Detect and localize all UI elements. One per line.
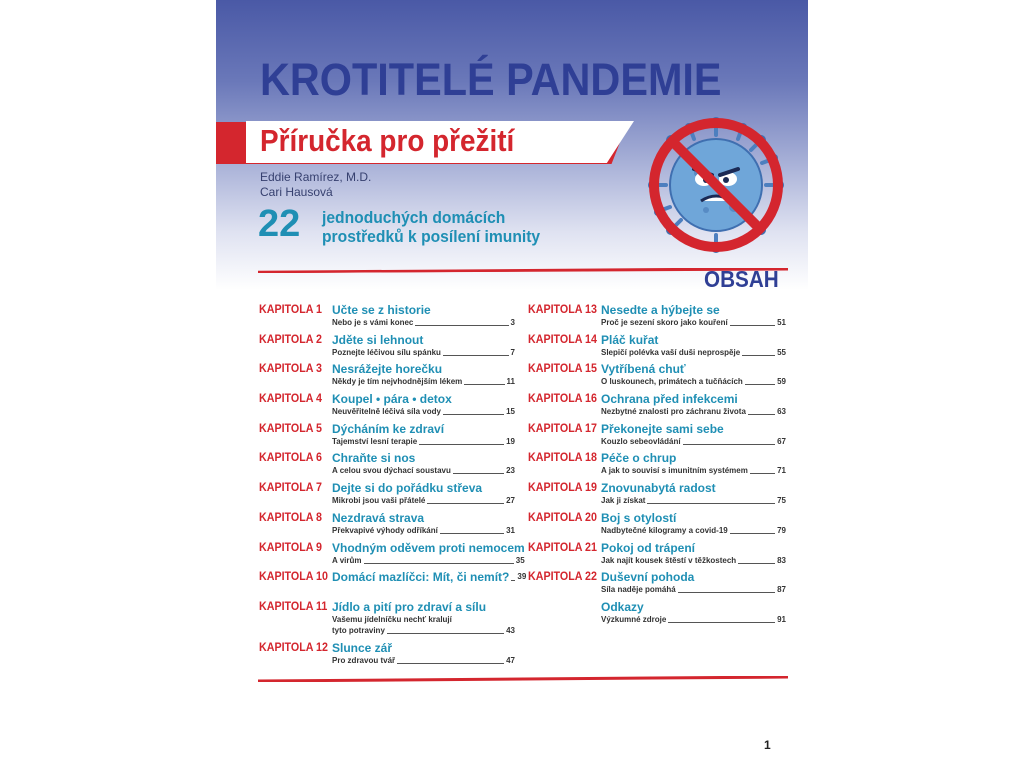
toc-entry xyxy=(259,511,515,541)
toc-entry xyxy=(259,570,527,600)
toc-entry xyxy=(528,303,786,333)
toc-entry xyxy=(259,422,515,452)
toc-entry xyxy=(528,333,786,363)
remedy-count: 22 xyxy=(258,203,301,245)
chapter-subtitle-row xyxy=(601,495,786,506)
chapter-subtitle: A virům xyxy=(332,555,362,565)
chapter-number: KAPITOLA 9 xyxy=(259,541,322,554)
chapter-title: Nesrážejte horečku xyxy=(332,362,443,377)
chapter-subtitle-row xyxy=(332,436,515,447)
chapter-number: KAPITOLA 3 xyxy=(259,363,322,376)
page-ref: 23 xyxy=(506,466,515,476)
chapter-subtitle: tyto potraviny xyxy=(332,625,385,635)
chapter-number: KAPITOLA 7 xyxy=(259,482,322,495)
toc-entry xyxy=(259,641,515,671)
leader-line xyxy=(443,414,504,415)
chapter-body xyxy=(601,481,786,511)
chapter-number: KAPITOLA 22 xyxy=(528,571,597,584)
leader-line xyxy=(745,384,775,385)
leader-line xyxy=(364,563,514,564)
chapter-number: KAPITOLA 1 xyxy=(259,304,322,316)
page-ref: 91 xyxy=(777,614,786,624)
leader-line xyxy=(415,325,508,326)
chapter-title: Ochrana před infekcemi xyxy=(601,392,738,407)
chapter-number: KAPITOLA 15 xyxy=(528,363,597,376)
toc-entry xyxy=(528,570,786,600)
chapter-title: Znovunabytá radost xyxy=(601,481,716,496)
chapter-subtitle: Pro zdravou tvář xyxy=(332,655,396,665)
page-ref: 15 xyxy=(506,407,515,417)
toc-entry xyxy=(259,333,515,363)
chapter-number: KAPITOLA 19 xyxy=(528,482,597,495)
leader-line xyxy=(647,503,775,504)
chapter-title xyxy=(332,570,526,584)
page-ref: 87 xyxy=(777,585,786,595)
chapter-subtitle-row xyxy=(601,584,786,595)
chapter-subtitle: Tajemství lesní terapie xyxy=(332,436,418,446)
page-ref: 43 xyxy=(506,625,515,635)
chapter-title: Překonejte sami sebe xyxy=(601,421,724,436)
chapter-title: Učte se z historie xyxy=(332,303,431,317)
chapter-number: KAPITOLA 12 xyxy=(259,641,328,654)
chapter-body xyxy=(601,600,786,630)
chapter-subtitle-row xyxy=(332,376,515,387)
chapter-body xyxy=(332,422,515,452)
chapter-subtitle: Proč je sezení skoro jako kouření xyxy=(601,318,728,327)
leader-line xyxy=(443,355,509,356)
chapter-number: KAPITOLA 10 xyxy=(259,571,328,584)
chapter-body xyxy=(601,392,786,422)
leader-line xyxy=(730,325,775,326)
chapter-title: Pokoj od trápení xyxy=(601,540,696,555)
toc-entry xyxy=(528,451,786,481)
toc-heading: OBSAH xyxy=(704,266,779,292)
book-title: KROTITELÉ PANDEMIE xyxy=(260,54,722,105)
page-ref: 31 xyxy=(506,525,515,535)
page-ref: 3 xyxy=(510,318,515,327)
chapter-title: Koupel • pára • detox xyxy=(332,392,452,407)
chapter-subtitle-row xyxy=(601,525,786,536)
leader-line xyxy=(730,533,775,534)
chapter-subtitle: Překvapivé výhody odříkání xyxy=(332,525,438,535)
toc-entry xyxy=(528,511,786,541)
toc-entry xyxy=(259,540,525,571)
chapter-body xyxy=(601,333,786,363)
chapter-subtitle-row xyxy=(332,525,515,536)
authors xyxy=(260,170,371,200)
chapter-subtitle-row xyxy=(601,376,786,387)
chapter-body xyxy=(601,541,786,571)
toc-entry xyxy=(259,392,515,422)
chapter-title: Boj s otylostí xyxy=(601,510,677,525)
chapter-title: Slunce zář xyxy=(332,640,393,655)
page-ref: 35 xyxy=(515,555,525,565)
chapter-number: KAPITOLA 20 xyxy=(528,511,597,524)
chapter-body xyxy=(601,451,786,481)
chapter-title-text: Domácí mazlíčci: Mít, či nemít? xyxy=(332,570,510,585)
chapter-number: KAPITOLA 16 xyxy=(528,393,597,406)
tagline-line-1: jednoduchých domácích xyxy=(322,208,506,227)
chapter-subtitle-row xyxy=(332,347,515,358)
no-virus-icon xyxy=(646,115,786,255)
chapter-subtitle: Mikrobi jsou vaši přátelé xyxy=(332,496,426,506)
page-ref: 11 xyxy=(506,377,515,387)
chapter-number: KAPITOLA 4 xyxy=(259,393,322,406)
chapter-body xyxy=(332,451,515,481)
chapter-title: Nezdravá strava xyxy=(332,510,425,525)
chapter-title: Duševní pohoda xyxy=(601,570,695,585)
leader-line xyxy=(397,663,504,664)
leader-line xyxy=(511,580,515,581)
leader-line xyxy=(683,444,776,445)
chapter-body xyxy=(332,333,515,363)
leader-line xyxy=(750,473,775,474)
toc-entry xyxy=(528,481,786,511)
chapter-body xyxy=(332,541,525,571)
chapter-number: KAPITOLA 11 xyxy=(259,600,328,613)
chapter-subtitle: Nadbytečné kilogramy a covid-19 xyxy=(601,525,728,535)
chapter-subtitle: Nebo je s vámi konec xyxy=(332,318,414,327)
chapter-subtitle: Poznejte léčivou sílu spánku xyxy=(332,347,441,357)
chapter-body xyxy=(332,570,526,600)
author-2: Cari Hausová xyxy=(260,185,333,199)
chapter-number: KAPITOLA 17 xyxy=(528,422,597,435)
toc-right-column xyxy=(528,303,786,630)
chapter-subtitle: A celou svou dýchací soustavu xyxy=(332,466,451,476)
chapter-body xyxy=(332,481,515,511)
chapter-title: Jděte si lehnout xyxy=(332,332,424,347)
leader-line xyxy=(668,622,775,623)
page-ref: 55 xyxy=(777,347,786,357)
chapter-number: KAPITOLA 8 xyxy=(259,511,322,524)
chapter-subtitle-row xyxy=(601,436,786,447)
chapter-subtitle: A jak to souvisí s imunitním systémem xyxy=(601,466,748,476)
chapter-subtitle-row xyxy=(332,317,515,328)
chapter-subtitle: O luskounech, primátech a tučňácích xyxy=(601,377,743,387)
page-ref: 63 xyxy=(777,407,786,417)
page-number: 1 xyxy=(764,738,771,752)
toc-entry xyxy=(259,481,515,511)
chapter-subtitle-row xyxy=(601,555,786,566)
chapter-subtitle: Nezbytné znalosti pro záchranu života xyxy=(601,407,746,417)
chapter-subtitle-row xyxy=(332,655,515,666)
chapter-title: Dýcháním ke zdraví xyxy=(332,421,445,436)
page-ref: 27 xyxy=(506,496,515,506)
toc-entry xyxy=(528,541,786,571)
toc-entry xyxy=(528,422,786,452)
toc-entry xyxy=(259,303,515,333)
chapter-subtitle: Výzkumné zdroje xyxy=(601,614,667,624)
chapter-subtitle-row xyxy=(332,625,515,636)
page-ref: 39 xyxy=(517,572,527,582)
chapter-number: KAPITOLA 14 xyxy=(528,333,597,346)
chapter-subtitle: Jak ji získat xyxy=(601,496,646,506)
chapter-subtitle: Někdy je tím nejvhodnějším lékem xyxy=(332,377,463,387)
chapter-body xyxy=(332,641,515,671)
page-ref: 67 xyxy=(777,436,786,446)
page-ref: 79 xyxy=(777,525,786,535)
toc-entry xyxy=(528,392,786,422)
page-ref: 71 xyxy=(777,466,786,476)
chapter-subtitle-row xyxy=(332,555,525,566)
chapter-title: Pláč kuřat xyxy=(601,332,659,347)
book-page xyxy=(216,0,808,768)
chapter-number xyxy=(528,600,596,630)
page-ref: 7 xyxy=(510,347,515,357)
chapter-body xyxy=(601,362,786,392)
page-ref: 59 xyxy=(777,377,786,387)
chapter-body xyxy=(601,570,786,600)
chapter-subtitle: Neuvěřitelně léčivá síla vody xyxy=(332,407,441,417)
leader-line xyxy=(427,503,504,504)
chapter-title: Jídlo a pití pro zdraví a sílu xyxy=(332,599,487,614)
leader-line xyxy=(440,533,504,534)
toc-entry xyxy=(528,600,786,630)
page-ref: 19 xyxy=(506,436,515,446)
chapter-subtitle: Síla naděje pomáhá xyxy=(601,585,676,595)
chapter-subtitle-row xyxy=(332,614,515,625)
chapter-title: Péče o chrup xyxy=(601,451,677,466)
page-ref: 47 xyxy=(506,655,515,665)
leader-line xyxy=(464,384,504,385)
chapter-number: KAPITOLA 21 xyxy=(528,541,597,554)
chapter-subtitle-row xyxy=(332,495,515,506)
leader-line xyxy=(453,473,504,474)
chapter-subtitle-row xyxy=(332,406,515,417)
chapter-body xyxy=(332,392,515,422)
chapter-number: KAPITOLA 13 xyxy=(528,304,597,316)
leader-line xyxy=(419,444,504,445)
bottom-divider xyxy=(258,676,788,682)
chapter-title: Nesedte a hýbejte se xyxy=(601,303,720,317)
chapter-subtitle: Slepičí polévka vaší duši neprospěje xyxy=(601,347,741,357)
book-subtitle: Příručka pro přežití xyxy=(260,123,515,158)
chapter-body xyxy=(332,303,515,333)
chapter-number: KAPITOLA 6 xyxy=(259,452,322,465)
chapter-body xyxy=(332,511,515,541)
tagline xyxy=(322,208,540,246)
toc-entry xyxy=(528,362,786,392)
toc-left-column xyxy=(259,303,527,671)
tagline-line-2: prostředků k posílení imunity xyxy=(322,227,541,246)
chapter-subtitle-row xyxy=(601,614,786,625)
chapter-title: Vytříbená chuť xyxy=(601,362,686,377)
toc-entry xyxy=(259,451,515,481)
chapter-subtitle-row xyxy=(601,465,786,476)
chapter-number: KAPITOLA 5 xyxy=(259,422,322,435)
leader-line xyxy=(678,592,775,593)
chapter-body xyxy=(332,362,515,392)
page-ref: 75 xyxy=(777,496,786,506)
chapter-subtitle: Kouzlo sebeovládání xyxy=(601,436,681,446)
chapter-subtitle: Vašemu jídelníčku nechť kralují xyxy=(332,614,452,624)
toc-entry xyxy=(259,362,515,392)
leader-line xyxy=(748,414,775,415)
chapter-body xyxy=(601,303,786,333)
chapter-title: Vhodným oděvem proti nemocem xyxy=(332,540,525,555)
page-ref: 83 xyxy=(777,555,786,565)
chapter-body xyxy=(332,600,515,641)
chapter-title: Odkazy xyxy=(601,599,644,614)
chapter-body xyxy=(601,511,786,541)
chapter-title: Dejte si do pořádku střeva xyxy=(332,481,483,496)
chapter-subtitle-row xyxy=(601,406,786,417)
leader-line xyxy=(738,563,775,564)
chapter-body xyxy=(601,422,786,452)
leader-line xyxy=(742,355,775,356)
chapter-number: KAPITOLA 18 xyxy=(528,452,597,465)
author-1: Eddie Ramírez, M.D. xyxy=(260,170,372,184)
chapter-subtitle-row xyxy=(601,347,786,358)
page-ref: 51 xyxy=(777,318,786,327)
chapter-subtitle: Jak najít kousek štěstí v těžkostech xyxy=(601,555,737,565)
chapter-subtitle-row xyxy=(332,465,515,476)
chapter-subtitle-row xyxy=(601,317,786,328)
toc-entry xyxy=(259,600,515,641)
chapter-title: Chraňte si nos xyxy=(332,451,416,466)
leader-line xyxy=(387,633,504,634)
chapter-number: KAPITOLA 2 xyxy=(259,333,322,346)
